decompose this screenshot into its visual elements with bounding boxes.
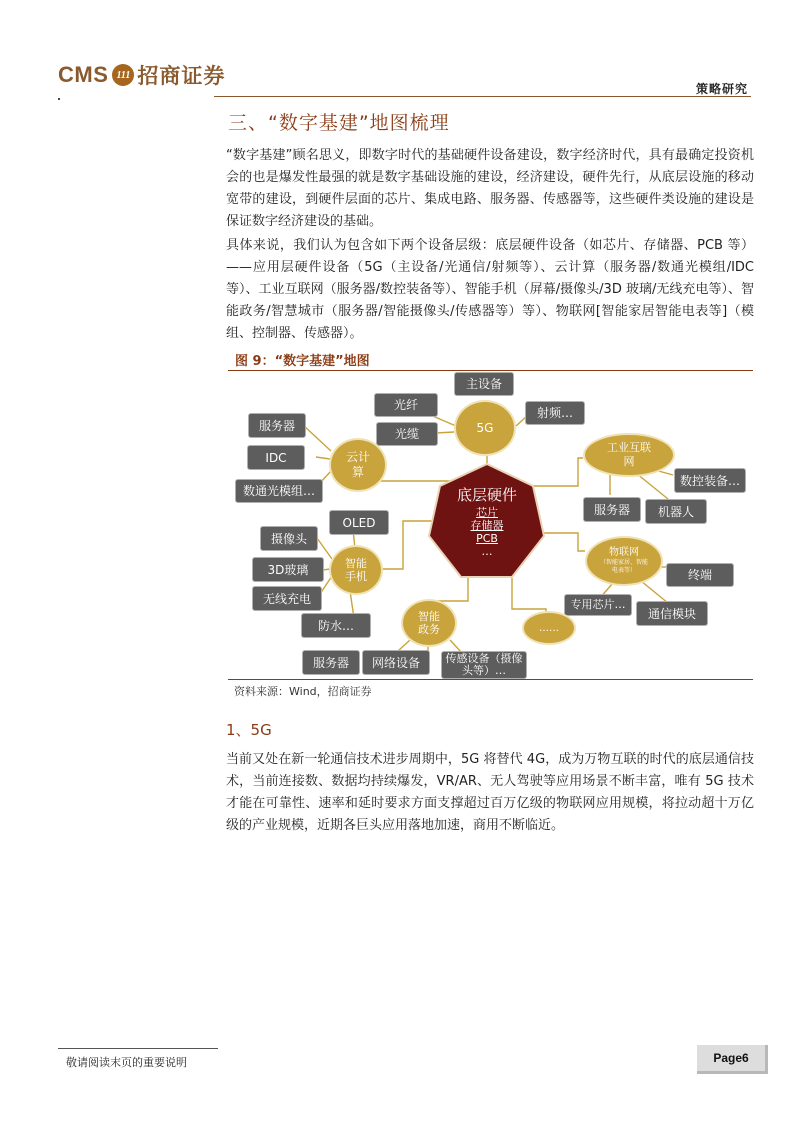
report-category: 策略研究 bbox=[695, 82, 748, 96]
hub-5g bbox=[454, 400, 516, 456]
hub-5g-label: 5G bbox=[476, 420, 494, 435]
core-item-storage: 存储器 bbox=[470, 519, 504, 532]
hub-cloud-label: 云计算 bbox=[345, 450, 370, 479]
hub-smart-gov bbox=[401, 599, 457, 647]
logo-cn-text: 招商证券 bbox=[137, 63, 226, 88]
logo-coin-icon: 111 bbox=[112, 64, 134, 86]
leaf-gov-server: 服务器 bbox=[302, 650, 360, 675]
logo-cms-text: CMS bbox=[58, 62, 109, 87]
leaf-phone-camera: 摄像头 bbox=[260, 526, 318, 551]
leaf-iot-chip: 专用芯片… bbox=[564, 594, 632, 616]
core-title: 底层硬件 bbox=[456, 486, 517, 504]
header-divider bbox=[214, 96, 751, 97]
hub-cloud bbox=[329, 438, 387, 492]
brand-logo bbox=[58, 58, 225, 92]
leaf-industrial-server: 服务器 bbox=[583, 497, 641, 522]
hub-smart-gov-label: 智能政务 bbox=[418, 610, 440, 636]
leaf-5g-main-equipment: 主设备 bbox=[454, 372, 514, 396]
leaf-cloud-optical: 数通光模组… bbox=[235, 479, 323, 503]
hub-iot-sublabel: （智能家居、智能电表等） bbox=[599, 559, 648, 574]
leaf-phone-3d-glass: 3D玻璃 bbox=[252, 557, 324, 582]
figure-source: 资料来源：Wind，招商证券 bbox=[234, 685, 372, 698]
leaf-5g-cable: 光缆 bbox=[376, 422, 438, 446]
footer-divider bbox=[58, 1048, 218, 1049]
leaf-gov-sensor-label: 传感设备（摄像头等）… bbox=[445, 652, 523, 677]
leaf-gov-sensor bbox=[441, 651, 527, 679]
hub-more-label: …… bbox=[539, 622, 559, 634]
hub-smartphone bbox=[329, 545, 383, 595]
hub-industrial-internet bbox=[583, 433, 675, 477]
leaf-cloud-server: 服务器 bbox=[248, 413, 306, 438]
leaf-cloud-idc: IDC bbox=[247, 445, 305, 470]
leaf-iot-module: 通信模块 bbox=[636, 601, 708, 626]
leaf-5g-fiber: 光纤 bbox=[374, 393, 438, 417]
section-title: 三、“数字基建”地图梳理 bbox=[228, 112, 450, 134]
core-node bbox=[428, 464, 546, 582]
hub-industrial-label: 工业互联网 bbox=[607, 441, 651, 468]
leaf-5g-rf: 射频… bbox=[525, 401, 585, 425]
disclaimer-note: 敬请阅读末页的重要说明 bbox=[66, 1056, 187, 1069]
hub-iot bbox=[585, 536, 663, 586]
subsection-paragraph: 当前又处在新一轮通信技术进步周期中，5G 将替代 4G，成为万物互联的时代的底层通信技术，当前连接数、数据均持续爆发，VR/AR、无人驾驶等应用场景不断丰富，唯有 5G 技术才能在可靠性、速率和延时要求方面支撑超过百万亿级的物联网应用规模，将拉动超十万亿级的产业规模，近期各巨头应用落地加速，商用不断临近。 bbox=[226, 752, 754, 833]
leaf-phone-wireless-charging: 无线充电 bbox=[252, 586, 322, 611]
subsection-title: 1、5G bbox=[226, 721, 272, 739]
detail-paragraph: 具体来说，我们认为包含如下两个设备层级：底层硬件设备（如芯片、存储器、PCB 等）——应用层硬件设备（5G（主设备/光通信/射频等）、云计算（服务器/数通光模组/IDC 等）、工业互联网（服务器/数控装备等）、智能手机（屏幕/摄像头/3D 玻璃/无线充电等）、智能政务/智慧城市（服务器/智能摄像头/传感器等）等）、物联网[智能家居智能电表等]（模组、控制器、传感器）。 bbox=[226, 238, 754, 341]
leaf-industrial-cnc: 数控装备… bbox=[674, 468, 746, 493]
core-item-chip: 芯片 bbox=[476, 506, 498, 519]
digital-infra-map bbox=[228, 371, 753, 679]
leaf-phone-oled: OLED bbox=[329, 510, 389, 535]
hub-more bbox=[522, 611, 576, 645]
corner-mark bbox=[58, 98, 60, 100]
hub-iot-label: 物联网 bbox=[609, 547, 639, 558]
leaf-gov-network: 网络设备 bbox=[362, 650, 430, 675]
intro-paragraph: “数字基建”顾名思义，即数字时代的基础硬件设备建设，数字经济时代，具有最确定投资机会的也是爆发性最强的就是数字基础设施的建设，经济建设，硬件先行，从底层设施的移动宽带的建设，到硬件层面的芯片、集成电路、服务器、传感器等，这些硬件类设施的建设是保证数字经济建设的基础。 bbox=[226, 148, 754, 229]
core-item-more: … bbox=[481, 545, 493, 558]
hub-smartphone-label: 智能手机 bbox=[345, 557, 367, 583]
figure-title: 图 9：“数字基建”地图 bbox=[235, 354, 370, 369]
leaf-iot-terminal: 终端 bbox=[666, 563, 734, 587]
core-item-pcb: PCB bbox=[476, 532, 498, 545]
leaf-phone-waterproof: 防水… bbox=[301, 613, 371, 638]
page-number: Page6 bbox=[697, 1045, 768, 1074]
figure-bottom-rule bbox=[228, 679, 753, 680]
leaf-industrial-robot: 机器人 bbox=[645, 499, 707, 524]
